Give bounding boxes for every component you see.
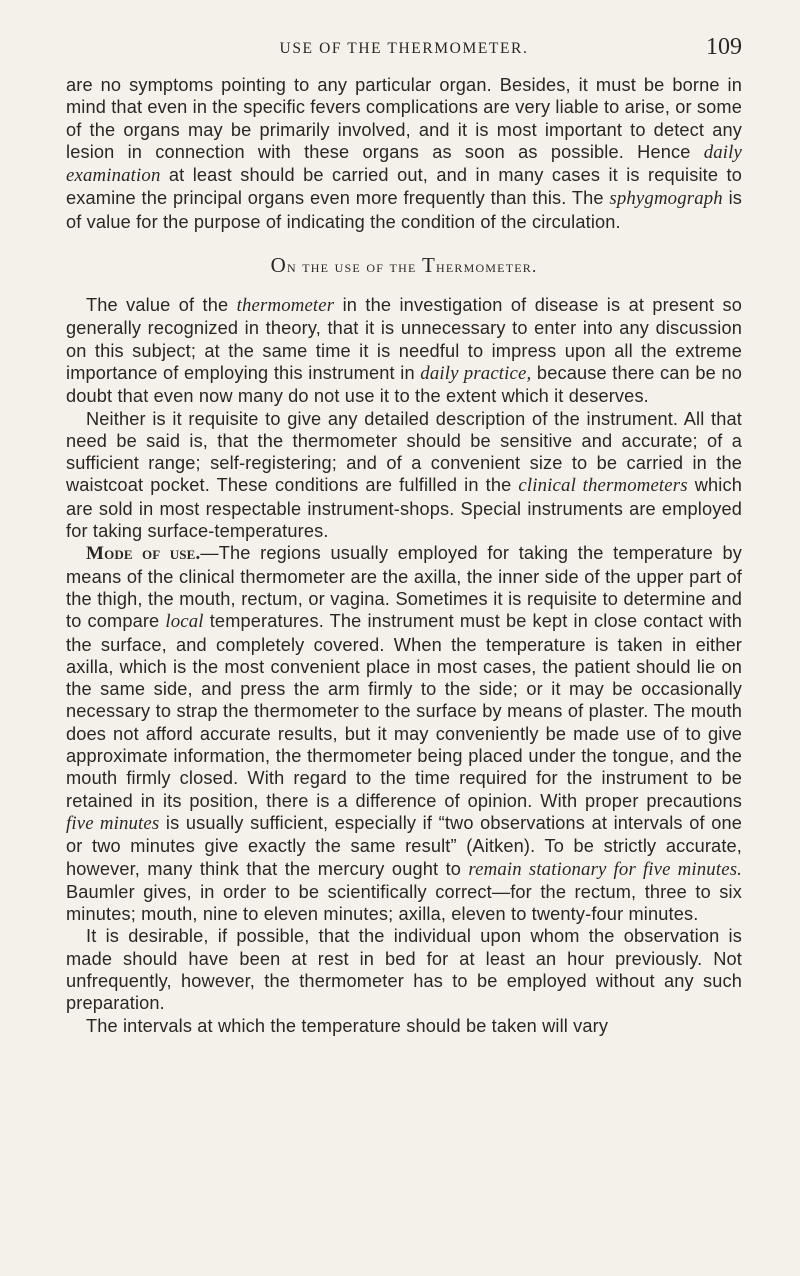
- intro-text-3: is of value for the purpose of indicating the condition of the circulation.: [66, 188, 743, 232]
- running-title: USE OF THE THERMOMETER.: [279, 40, 529, 57]
- emphasis-clinical-thermometers: clinical thermometers: [518, 475, 688, 497]
- emphasis-remain-stationary: remain stationary for five minutes.: [468, 858, 742, 880]
- intro-emphasis-sphygmograph: sphygmograph: [609, 188, 723, 210]
- section-heading: On the use of the Thermometer.: [270, 253, 538, 278]
- paragraph-rest-in-bed: It is desirable, if possible, that the individual upon whom the observation is made should have been at rest in bed for at least an hour previously. Not unfrequently, however, the thermometer has to be employed without any such preparation.: [66, 926, 742, 1014]
- running-head: [66, 34, 742, 74]
- paragraph-instrument-description: Neither is it requisite to give any detailed description of the instrument. All that need be said is, that the thermometer should be sensitive and accurate; of a sufficient range; self-registering; and of a convenient size to be carried in the waistcoat pocket. These conditions are fulfilled in the clinical thermometers which are sold in most respectable instrument-shops. Special instruments are employed for taking surface-temperatures.: [66, 408, 743, 542]
- emphasis-thermometer: thermometer: [236, 295, 335, 317]
- paragraph-mode-of-use: Mode of use.—The regions usually employed for taking the temperature by means of the clinical thermometer are the axilla, the inner side of the upper part of the thigh, the mouth, rectum, or vagina. Sometimes it is requisite to determine and to compare local temperatures. The instrument must be kept in close contact with the surface, and completely covered. When the temperature is taken in either axilla, which is the most convenient place in most cases, the patient should lie on the same side, and press the arm firmly to the side; or it may be occasionally necessary to strap the thermometer to the surface by means of plaster. The mouth does not afford accurate results, but it may conveniently be made use of to give approximate information, the thermometer being placed under the tongue, and the mouth firmly closed. With regard to the time required for the instrument to be retained in its position, there is a difference of opinion. With proper precautions five minutes is usually sufficient, especially if “two observations at intervals of one or two minutes give exactly the same result” (Aitken). To be strictly accurate, however, many think that the mercury ought to remain stationary for five minutes. Baumler gives, in order to be scientifically correct—for the rectum, three to six minutes; mouth, nine to eleven minutes; axilla, eleven to twenty-four minutes.: [66, 543, 743, 925]
- page-number: 109: [706, 34, 742, 60]
- paragraph-value-of-thermometer: The value of the thermometer in the investigation of disease is at present so generally recognized in theory, that it is unnecessary to enter into any discussion on this subject; at the same time it is needful to impress upon all the extreme importance of employing this instrument in daily practice, because there can be no doubt that even now many do not use it to the extent which it deserves.: [66, 295, 742, 407]
- intro-emphasis-daily-examination: daily examination: [66, 141, 742, 187]
- runin-mode-of-use: Mode of use.: [86, 543, 201, 565]
- paragraph-intervals: The intervals at which the temperature should be taken will vary: [86, 1015, 609, 1036]
- emphasis-daily-practice: daily practice,: [420, 362, 532, 384]
- intro-paragraph: [66, 74, 742, 233]
- intro-text-2: at least should be carried out, and in many cases it is requisite to examine the principal organs even more frequently than this. The: [66, 165, 742, 209]
- emphasis-local: local: [165, 611, 204, 633]
- emphasis-five-minutes: five minutes: [66, 812, 160, 834]
- intro-text-1: are no symptoms pointing to any particular organ. Besides, it must be borne in mind that even in the specific fevers complications are very liable to arise, or some of the organs may be primarily involved, and it is most important to detect any lesion in connection with these organs as soon as possible. Hence: [66, 75, 742, 162]
